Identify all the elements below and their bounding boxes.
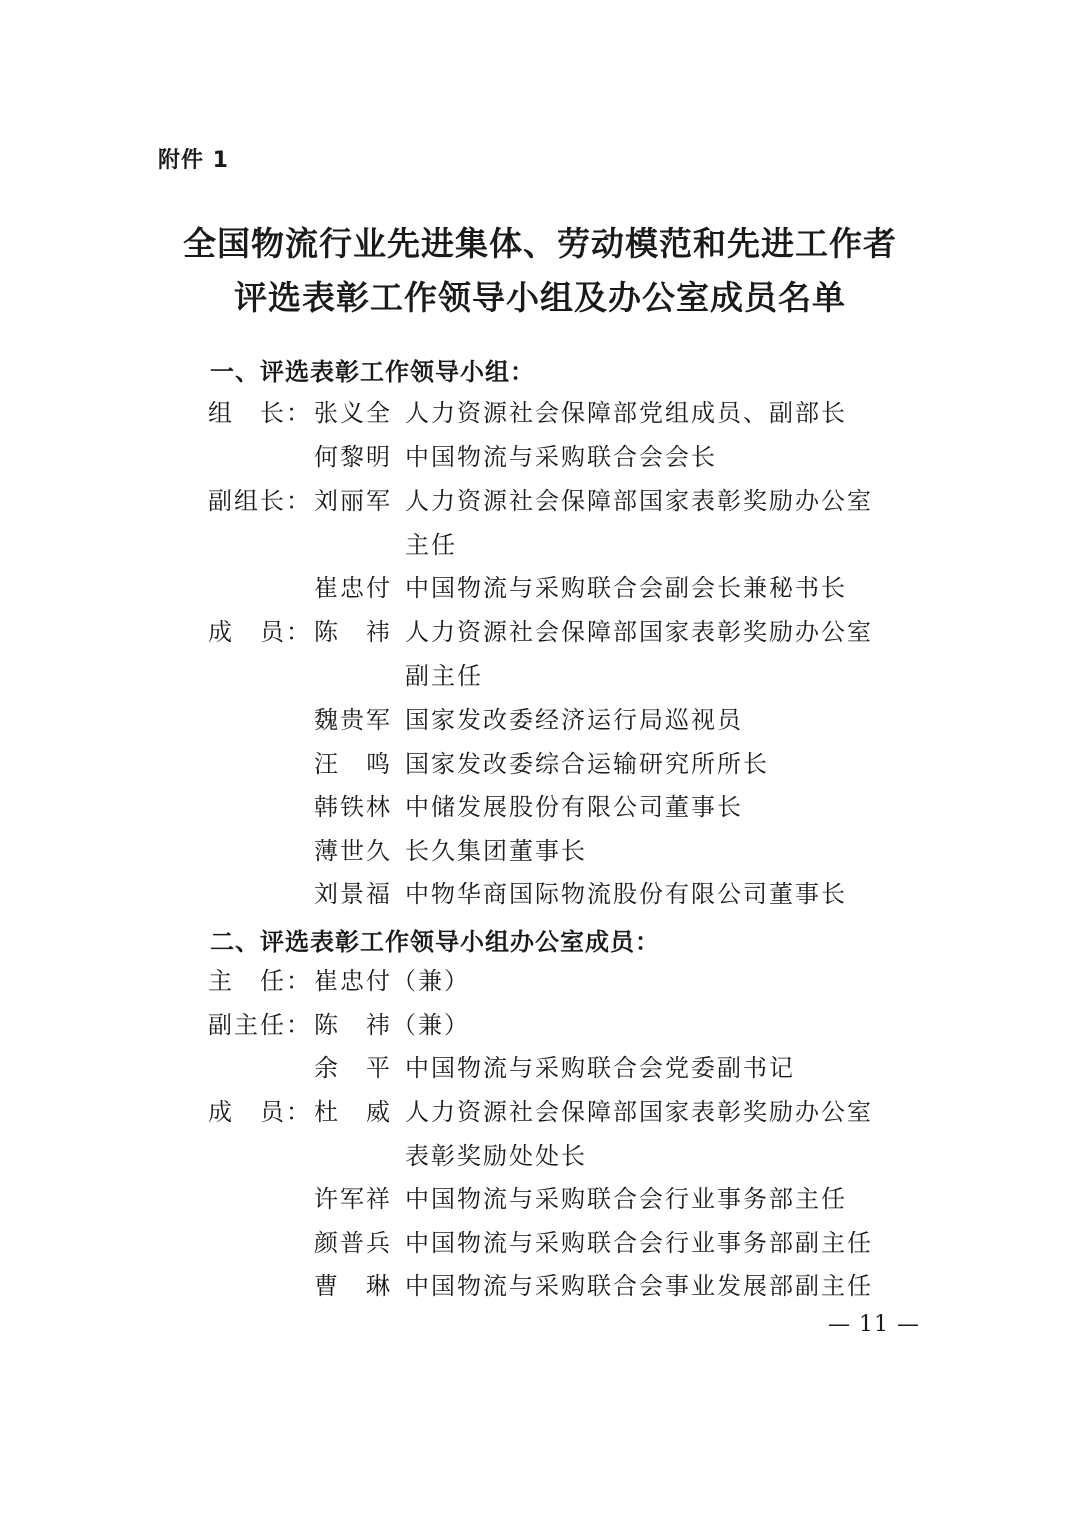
member-name: 余 平 xyxy=(314,1054,392,1082)
member-name: 韩铁林 xyxy=(314,793,392,821)
list-item xyxy=(0,479,1080,523)
member-post: 国家发改委综合运输研究所所长 xyxy=(405,750,769,778)
member-post: 长久集团董事长 xyxy=(405,837,587,865)
list-item xyxy=(0,1264,1080,1308)
role-label: 成 员： xyxy=(208,618,312,646)
list-item xyxy=(0,523,1080,567)
document-title-line-1: 全国物流行业先进集体、劳动模范和先进工作者 xyxy=(183,224,897,263)
member-post: 主任 xyxy=(405,531,457,559)
page-number: — 11 — xyxy=(828,1312,920,1337)
member-post: 中国物流与采购联合会会长 xyxy=(405,443,717,471)
member-post: 中储发展股份有限公司董事长 xyxy=(405,793,743,821)
member-name: 何黎明 xyxy=(314,443,392,471)
member-name: 薄世久 xyxy=(314,837,392,865)
member-post: 中国物流与采购联合会行业事务部副主任 xyxy=(405,1229,873,1257)
member-name: 魏贵军 xyxy=(314,706,392,734)
member-name: 曹 琳 xyxy=(314,1272,392,1300)
member-name: 陈 祎 xyxy=(314,618,392,646)
member-name: 刘丽军 xyxy=(314,487,392,515)
list-item xyxy=(0,1177,1080,1221)
member-post: 表彰奖励处处长 xyxy=(405,1142,587,1170)
member-post: 人力资源社会保障部国家表彰奖励办公室 xyxy=(405,618,873,646)
member-name: 颜普兵 xyxy=(314,1229,392,1257)
member-name: 陈 祎（兼） xyxy=(314,1011,470,1039)
member-post: 中国物流与采购联合会行业事务部主任 xyxy=(405,1185,847,1213)
list-item xyxy=(0,698,1080,742)
list-item xyxy=(0,566,1080,610)
member-post: 中国物流与采购联合会党委副书记 xyxy=(405,1054,795,1082)
document-title-line-2: 评选表彰工作领导小组及办公室成员名单 xyxy=(234,278,846,317)
role-label: 组 长： xyxy=(208,399,312,427)
list-item xyxy=(0,872,1080,916)
member-name: 崔忠付 xyxy=(314,574,392,602)
section-2-heading: 二、评选表彰工作领导小组办公室成员： xyxy=(210,928,660,956)
list-item xyxy=(0,829,1080,873)
member-post: 中国物流与采购联合会副会长兼秘书长 xyxy=(405,574,847,602)
member-post: 人力资源社会保障部党组成员、副部长 xyxy=(405,399,847,427)
attachment-label: 附件 1 xyxy=(158,148,229,173)
member-post: 副主任 xyxy=(405,662,483,690)
role-label: 副主任： xyxy=(208,1011,312,1039)
member-post: 人力资源社会保障部国家表彰奖励办公室 xyxy=(405,487,873,515)
member-post: 中物华商国际物流股份有限公司董事长 xyxy=(405,880,847,908)
list-item xyxy=(0,435,1080,479)
member-post: 中国物流与采购联合会事业发展部副主任 xyxy=(405,1272,873,1300)
role-label: 主 任： xyxy=(208,967,312,995)
list-item xyxy=(0,1221,1080,1265)
list-item xyxy=(0,742,1080,786)
list-item xyxy=(0,1134,1080,1178)
list-item xyxy=(0,1090,1080,1134)
role-label: 成 员： xyxy=(208,1098,312,1126)
section-1-heading: 一、评选表彰工作领导小组： xyxy=(210,358,535,386)
list-item xyxy=(0,785,1080,829)
member-name: 崔忠付（兼） xyxy=(314,967,470,995)
member-name: 汪 鸣 xyxy=(314,750,392,778)
member-name: 许军祥 xyxy=(314,1185,392,1213)
list-item xyxy=(0,1046,1080,1090)
member-name: 刘景福 xyxy=(314,880,392,908)
list-item xyxy=(0,391,1080,435)
member-post: 国家发改委经济运行局巡视员 xyxy=(405,706,743,734)
member-name: 杜 威 xyxy=(314,1098,392,1126)
list-item xyxy=(0,654,1080,698)
member-name: 张义全 xyxy=(314,399,392,427)
role-label: 副组长： xyxy=(208,487,312,515)
list-item xyxy=(0,959,1080,1003)
list-item xyxy=(0,610,1080,654)
list-item xyxy=(0,1003,1080,1047)
member-post: 人力资源社会保障部国家表彰奖励办公室 xyxy=(405,1098,873,1126)
